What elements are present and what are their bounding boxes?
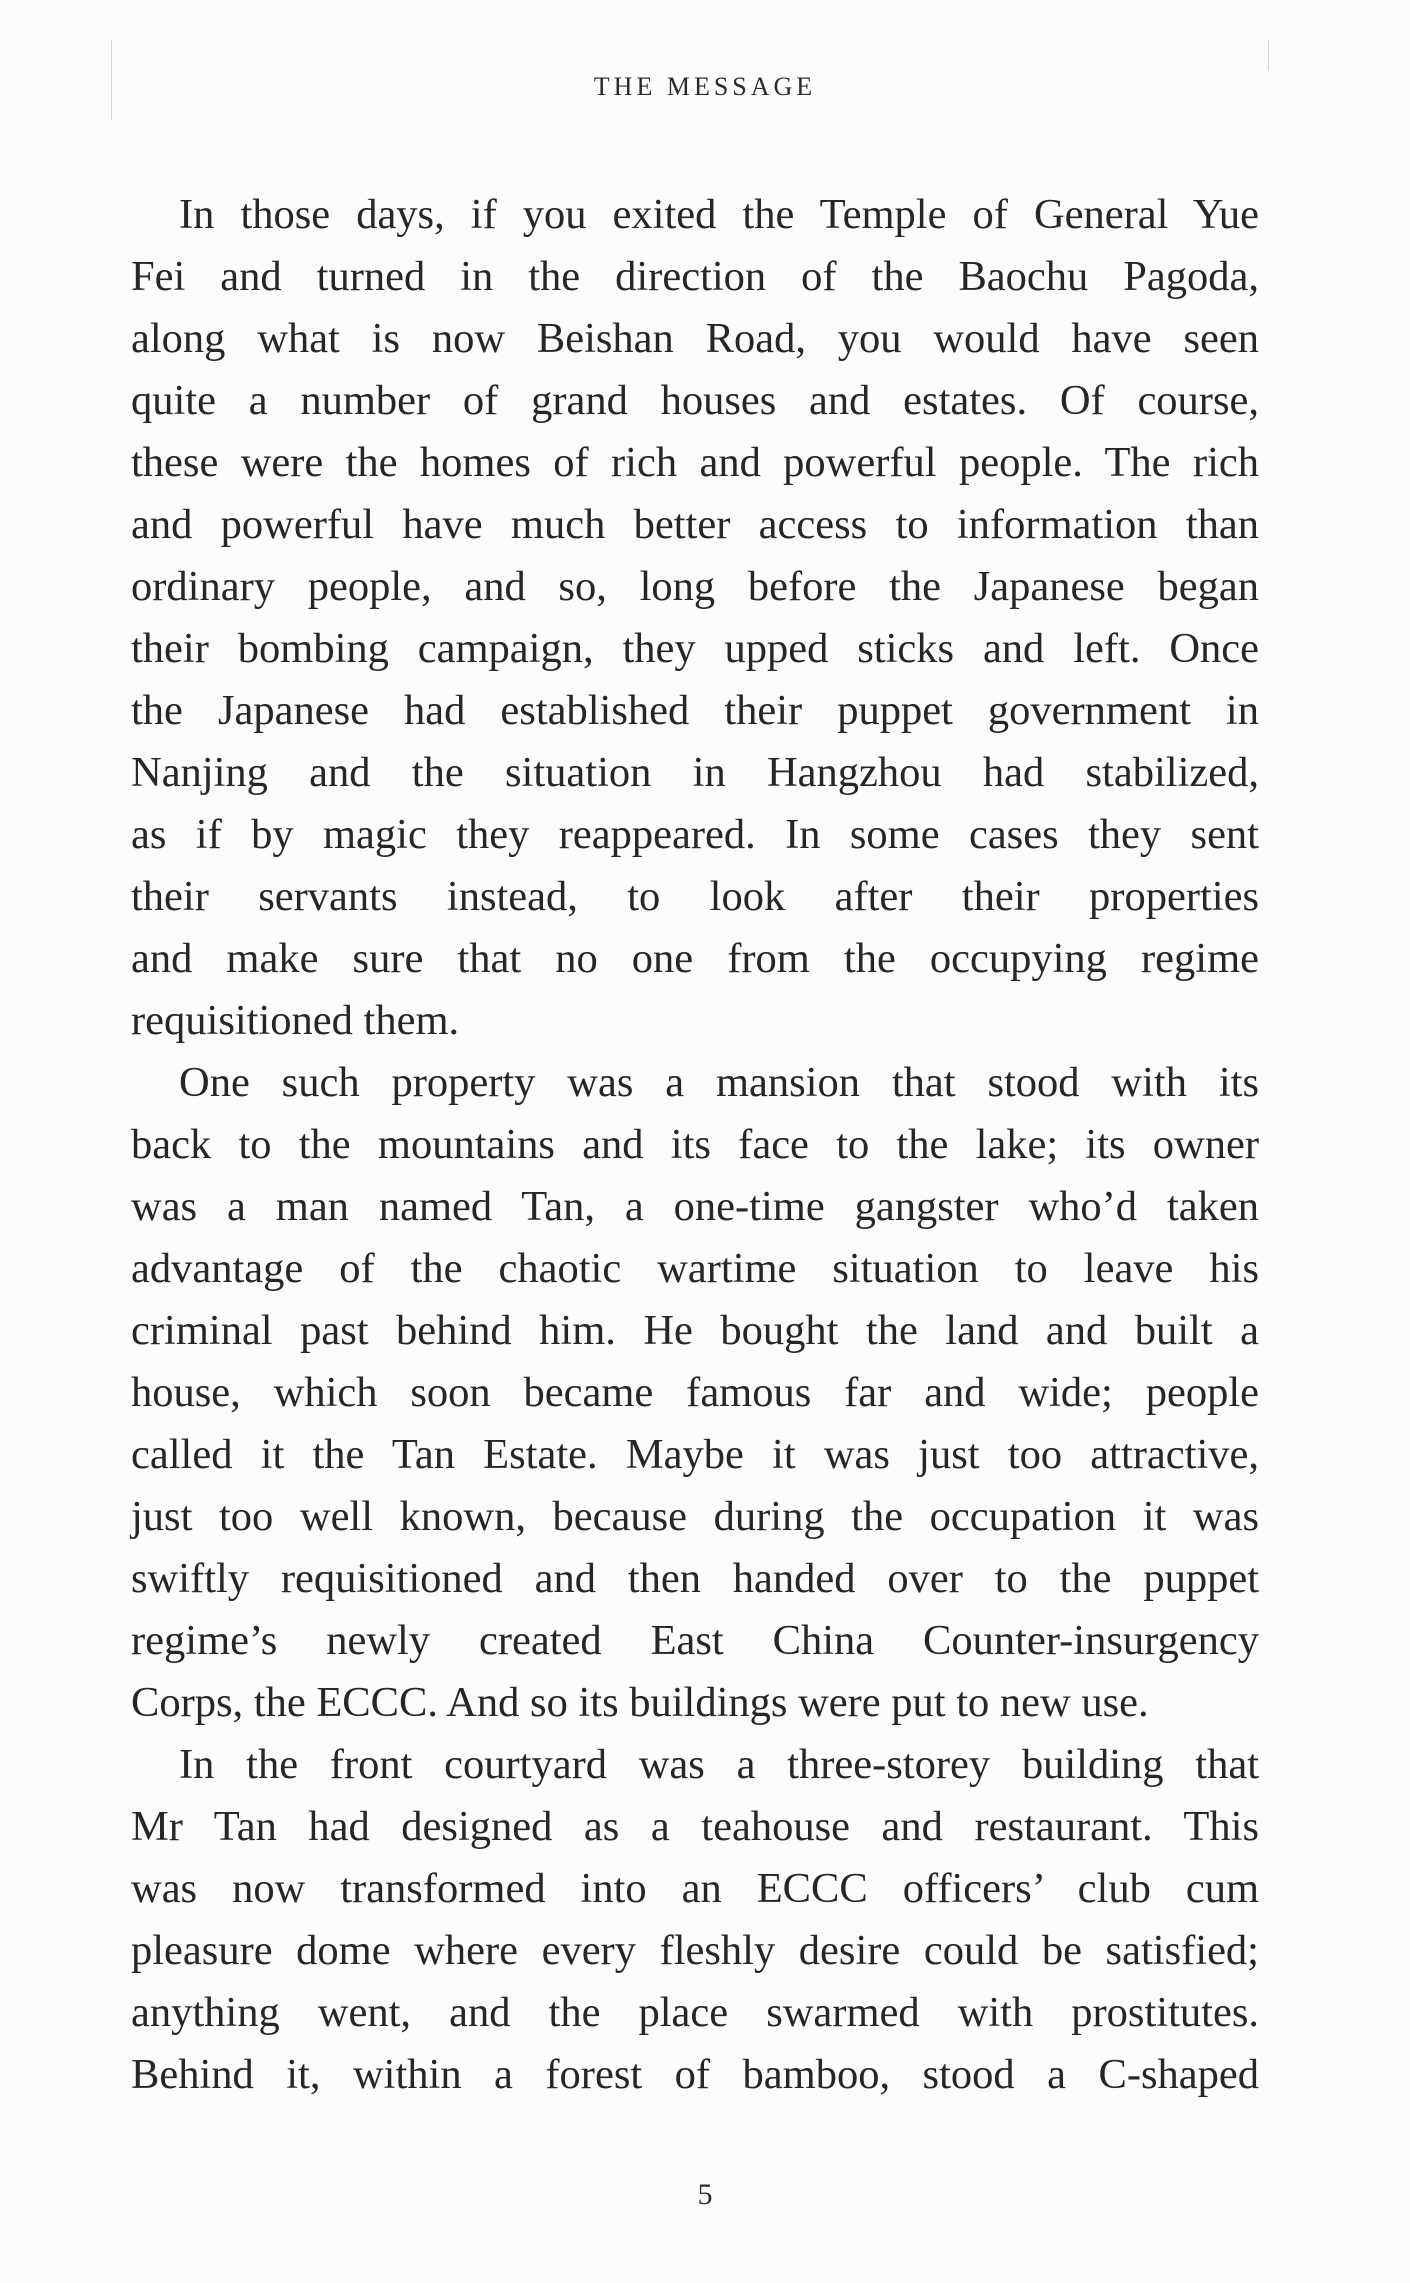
text-line: and make sure that no one from the occupying regime — [131, 935, 1259, 982]
text-line: requisitioned them. — [131, 997, 460, 1044]
body-text — [131, 184, 1259, 2106]
text-line: and powerful have much better access to information than — [131, 501, 1259, 548]
text-line: Mr Tan had designed as a teahouse and restaurant. This — [131, 1803, 1259, 1850]
text-line: just too well known, because during the occupation it was — [131, 1493, 1259, 1540]
text-line: their servants instead, to look after their properties — [131, 873, 1259, 920]
text-line: anything went, and the place swarmed with prostitutes. — [131, 1989, 1259, 2036]
text-line: called it the Tan Estate. Maybe it was just too attractive, — [131, 1431, 1259, 1478]
text-line: their bombing campaign, they upped sticks and left. Once — [131, 625, 1259, 672]
text-line: house, which soon became famous far and wide; people — [131, 1369, 1259, 1416]
text-line: regime’s newly created East China Counter-insurgency — [131, 1617, 1259, 1664]
text-line: was a man named Tan, a one-time gangster who’d taken — [131, 1183, 1259, 1230]
text-line: Nanjing and the situation in Hangzhou had stabilized, — [131, 749, 1259, 796]
running-head: THE MESSAGE — [593, 72, 817, 101]
text-line: back to the mountains and its face to the lake; its owner — [131, 1121, 1259, 1168]
text-line: these were the homes of rich and powerful people. The rich — [131, 439, 1259, 486]
text-line: pleasure dome where every fleshly desire could be satisfied; — [131, 1927, 1259, 1974]
text-line: criminal past behind him. He bought the land and built a — [131, 1307, 1259, 1354]
text-line: Corps, the ECCC. And so its buildings were put to new use. — [131, 1679, 1149, 1726]
text-line: In those days, if you exited the Temple of General Yue — [179, 191, 1259, 238]
text-line: In the front courtyard was a three-storey building that — [179, 1741, 1259, 1788]
text-line: One such property was a mansion that stood with its — [179, 1059, 1259, 1106]
text-line: ordinary people, and so, long before the Japanese began — [131, 563, 1259, 610]
page-number: 5 — [697, 2178, 713, 2211]
text-line: Behind it, within a forest of bamboo, stood a C-shaped — [131, 2051, 1259, 2098]
scan-mark — [1268, 40, 1269, 70]
text-line: swiftly requisitioned and then handed over to the puppet — [131, 1555, 1259, 1602]
text-line: Fei and turned in the direction of the Baochu Pagoda, — [131, 253, 1259, 300]
text-line: advantage of the chaotic wartime situation to leave his — [131, 1245, 1259, 1292]
text-line: the Japanese had established their puppet government in — [131, 687, 1259, 734]
text-line: was now transformed into an ECCC officers’ club cum — [131, 1865, 1259, 1912]
text-line: along what is now Beishan Road, you would have seen — [131, 315, 1259, 362]
text-line: quite a number of grand houses and estates. Of course, — [131, 377, 1259, 424]
text-line: as if by magic they reappeared. In some cases they sent — [131, 811, 1259, 858]
